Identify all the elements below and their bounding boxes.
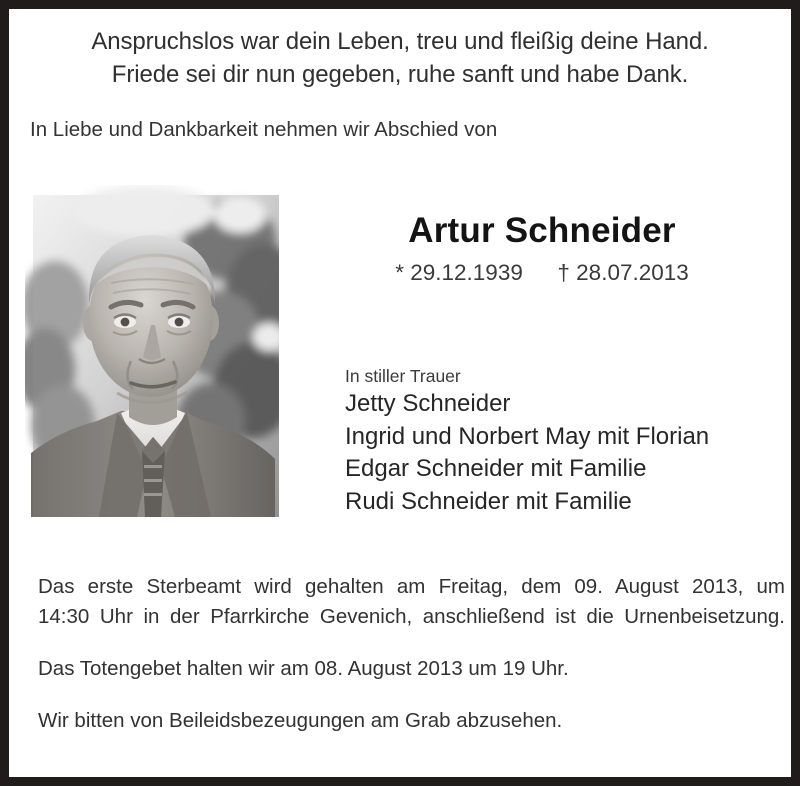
mourner-name: Jetty Schneider [345,390,511,417]
prayer-paragraph: Das Totengebet halten wir am 08. August 2013 um 19 Uhr. [38,657,569,680]
deceased-name-block [309,209,775,287]
death-date: 28.07.2013 [576,260,689,285]
birth-date: 29.12.1939 [410,260,523,285]
mourner-name: Edgar Schneider mit Familie [345,455,647,482]
service-line-1: Das erste Sterbeamt wird gehalten am Freitag, dem 09. August 2013, um [38,575,785,598]
service-details [38,572,785,736]
service-line-2: 14:30 Uhr in der Pfarrkirche Gevenich, anschließend ist die Urnenbeisetzung. [38,605,785,628]
cross-symbol-icon: † [557,260,570,285]
mourning-label: In stiller Trauer [345,366,461,386]
mourners-block [345,364,709,518]
deceased-name: Artur Schneider [408,211,676,250]
verse-line-2: Friede sei dir nun gegeben, ruhe sanft und habe Dank. [111,61,689,88]
farewell-intro: In Liebe und Dankbarkeit nehmen wir Abschied von [30,118,498,141]
life-dates [309,259,775,287]
portrait-photo-image [25,185,279,525]
service-paragraph [38,572,785,632]
condolence-request-paragraph: Wir bitten von Beileidsbezeugungen am Grab abzusehen. [38,709,563,732]
memorial-verse [9,25,791,91]
portrait-photo [25,185,279,525]
mourner-name: Ingrid und Norbert May mit Florian [345,422,710,450]
notice-inner [9,9,791,777]
birth-symbol-icon: * [395,260,404,285]
mourner-name: Rudi Schneider mit Familie [345,487,632,515]
verse-line-1: Anspruchslos war dein Leben, treu und fleißig deine Hand. [91,28,709,55]
